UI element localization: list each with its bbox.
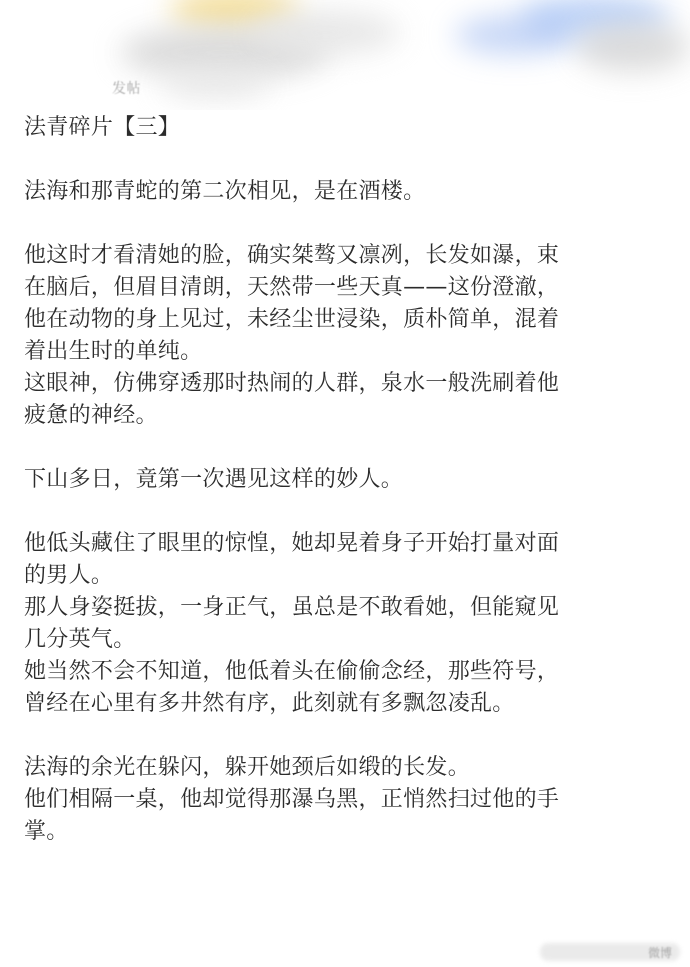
paragraph-line: 曾经在心里有多井然有序，此刻就有多飘忽凌乱。 — [24, 691, 515, 716]
paragraph-line: 掌。 — [24, 819, 69, 844]
paragraph-4 — [24, 528, 670, 720]
paragraph-5 — [24, 752, 670, 848]
paragraph-line: 那人身姿挺拔，一身正气，虽总是不敢看她，但能窥见 — [24, 595, 560, 620]
paragraph-2 — [24, 240, 670, 432]
paragraph-line: 几分英气。 — [24, 627, 136, 652]
blur-blob — [455, 15, 575, 55]
paragraph-line: 他低头藏住了眼里的惊惶，她却晃着身子开始打量对面 — [24, 531, 560, 556]
paragraph-1 — [24, 176, 670, 208]
paragraph-line: 他这时才看清她的脸，确实桀骜又凛冽，长发如瀑，束 — [24, 243, 560, 268]
paragraph-line: 他在动物的身上见过，未经尘世浸染，质朴简单，混着 — [24, 307, 560, 332]
paragraph-line: 法海和那青蛇的第二次相见，是在酒楼。 — [24, 179, 426, 204]
watermark — [540, 943, 680, 961]
blur-blob — [575, 22, 690, 72]
blurred-header — [0, 0, 690, 110]
blur-blob — [250, 10, 400, 55]
paragraph-line: 在脑后，但眉目清朗，天然带一些天真——这份澄澈， — [24, 275, 560, 300]
paragraph-line: 她当然不会不知道，他低着头在偷偷念经，那些符号， — [24, 659, 560, 684]
paragraph-3 — [24, 464, 670, 496]
header-ghost-text: 发帖 — [112, 81, 141, 97]
paragraph-line: 下山多日，竟第一次遇见这样的妙人。 — [24, 467, 404, 492]
paragraph-line: 他们相隔一桌，他却觉得那瀑乌黑，正悄然扫过他的手 — [24, 787, 560, 812]
paragraph-line: 这眼神，仿佛穿透那时热闹的人群，泉水一般洗刷着他 — [24, 371, 560, 396]
watermark-text: 微博 — [647, 946, 672, 960]
paragraph-line: 着出生时的单纯。 — [24, 339, 203, 364]
blur-blob — [160, 70, 270, 100]
paragraph-line: 法海的余光在躲闪，躲开她颈后如缎的长发。 — [24, 755, 471, 780]
document-body — [24, 112, 670, 848]
paragraph-line: 的男人。 — [24, 563, 114, 588]
document-title: 法青碎片【三】 — [24, 115, 181, 140]
paragraph-line: 疲惫的神经。 — [24, 403, 158, 428]
